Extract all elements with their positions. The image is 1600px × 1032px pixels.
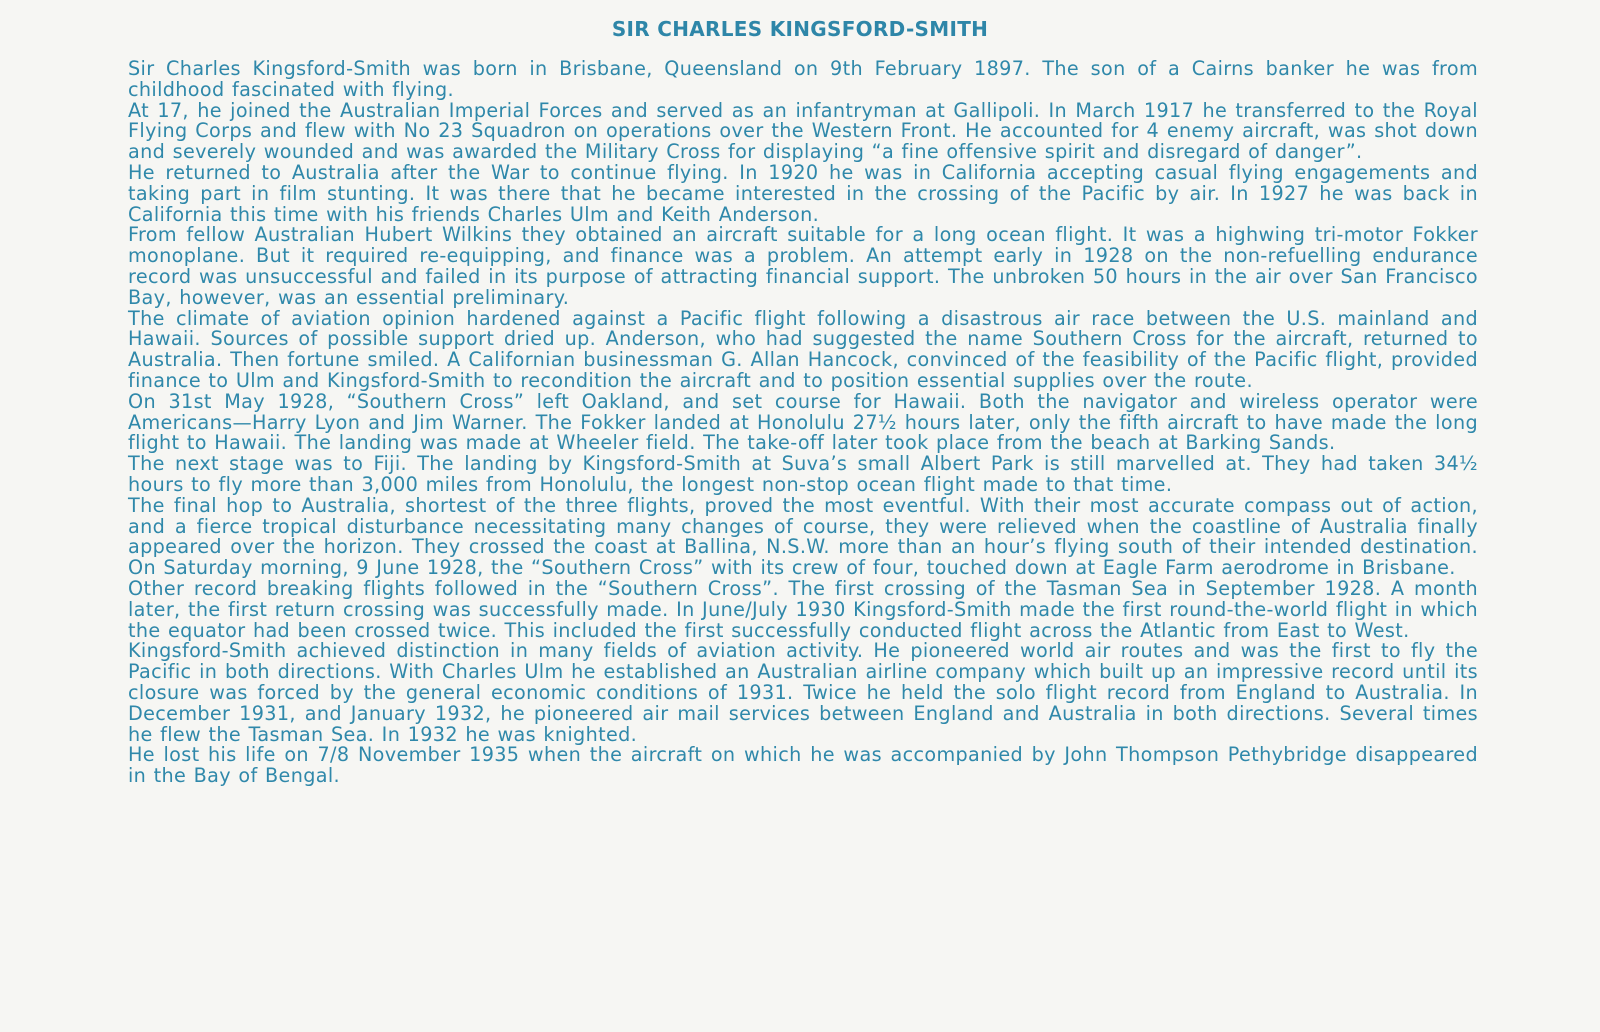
paragraph-return-to-australia: He returned to Australia after the War to continue flying. In 1920 he was in California accepting casual flying engagements and taking part in film stunting. It was there that he became interested in the crossing of the Pacific by air. In 1927 he was back in California this time with his friends Charles Ulm and Keith Anderson. xyxy=(128,160,1478,226)
paragraph-achievements: Kingsford-Smith achieved distinction in many fields of aviation activity. He pioneered world air routes and was the first to fly the Pacific in both directions. With Charles Ulm he established an Australian airline company which built up an impressive record until its closure was forced by the general economic conditions of 1931. Twice he held the solo flight record from England to Australia. In December 1931, and January 1932, he pioneered air mail services between England and Australia in both directions. Several times he flew the Tasman Sea. In 1932 he was knighted. xyxy=(128,639,1478,746)
paragraph-military-service: At 17, he joined the Australian Imperial Forces and served as an infantryman at Gallipoli. In March 1917 he transferred to the Royal Flying Corps and flew with No 23 Squadron on operations over the Western Front. He accounted for 4 enemy aircraft, was shot down and severely wounded and was awarded the Military Cross for displaying “a fine offensive spirit and disregard of danger”. xyxy=(128,98,1478,164)
paragraph-birth: Sir Charles Kingsford-Smith was born in Brisbane, Queensland on 9th February 1897. The son of a Cairns banker he was from childhood fascinated with flying. xyxy=(128,57,1478,101)
document-title: SIR CHARLES KINGSFORD-SMITH xyxy=(611,17,989,41)
paragraph-record-flights: Other record breaking flights followed in the “Southern Cross”. The first crossing of the Tasman Sea in September 1928. A month later, the first return crossing was successfully made. In June/July 1930 Kingsford-Smith made the first round-the-world flight in which the equator had been crossed twice. This included the first successfully conducted flight across the Atlantic from East to West. xyxy=(128,576,1478,642)
paragraph-pacific-flight-opinion: The climate of aviation opinion hardened against a Pacific flight following a disastrous air race between the U.S. mainland and Hawaii. Sources of possible support dried up. Anderson, who had suggested the name Southern Cross for the aircraft, returned to Australia. Then fortune smiled. A Californian businessman G. Allan Hancock, convinced of the feasibility of the Pacific flight, provided finance to Ulm and Kingsford-Smith to recondition the aircraft and to position essential supplies over the route. xyxy=(128,306,1478,392)
document-body xyxy=(128,59,1478,787)
paragraph-aircraft-acquisition: From fellow Australian Hubert Wilkins they obtained an aircraft suitable for a long ocean flight. It was a highwing tri-motor Fokker monoplane. But it required re-equipping, and finance was a problem. An attempt early in 1928 on the non-refuelling endurance record was unsuccessful and failed in its purpose of attracting financial support. The unbroken 50 hours in the air over San Francisco Bay, however, was an essential preliminary. xyxy=(128,223,1478,309)
paragraph-death: He lost his life on 7/8 November 1935 when the aircraft on which he was accompanied by John Thompson Pethybridge disappeared in the Bay of Bengal. xyxy=(128,743,1478,788)
paragraph-final-hop-australia: The final hop to Australia, shortest of the three flights, proved the most eventful. With their most accurate compass out of action, and a fierce tropical disturbance necessitating many changes of course, they were relieved when the coastline of Australia finally appeared over the horizon. They crossed the coast at Ballina, N.S.W. more than an hour’s flying south of their intended destination. On Saturday morning, 9 June 1928, the “Southern Cross” with its crew of four, touched down at Eagle Farm aerodrome in Brisbane. xyxy=(128,493,1478,580)
paragraph-fiji-stage: The next stage was to Fiji. The landing by Kingsford-Smith at Suva’s small Albert Park is still marvelled at. They had taken 34½ hours to fly more than 3,000 miles from Honolulu, the longest non-stop ocean flight made to that time. xyxy=(128,452,1478,496)
paragraph-hawaii-flight: On 31st May 1928, “Southern Cross” left Oakland, and set course for Hawaii. Both the navigator and wireless operator were Americans—Harry Lyon and Jim Warner. The Fokker landed at Honolulu 27½ hours later, only the fifth aircraft to have made the long flight to Hawaii. The landing was made at Wheeler field. The take-off later took place from the beach at Barking Sands. xyxy=(128,389,1478,455)
